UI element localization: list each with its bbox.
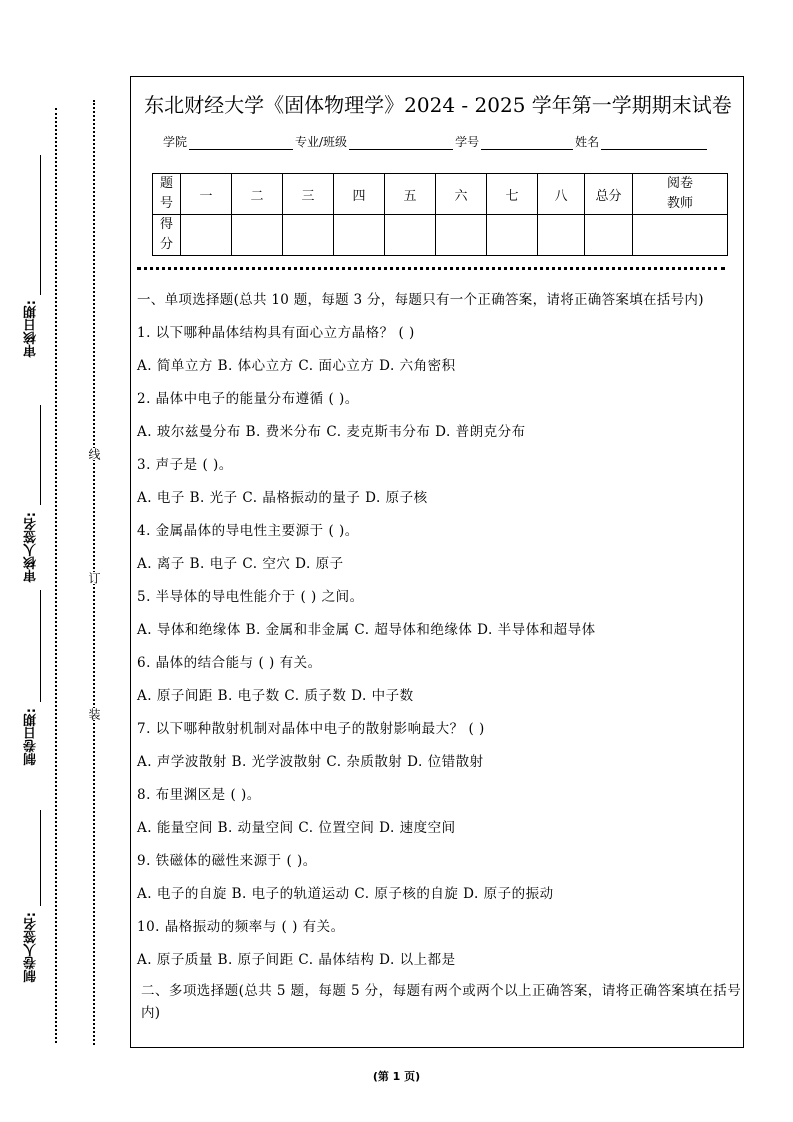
score-row-header-bottom: 分 — [159, 237, 173, 252]
question-9: 9. 铁磁体的磁性来源于 ( )。 — [137, 853, 317, 869]
question-6-options: A. 原子间距 B. 电子数 C. 质子数 D. 中子数 — [137, 688, 414, 704]
col-header-7: 七 — [487, 174, 538, 215]
question-1-options: A. 简单立方 B. 体心立方 C. 面心立方 D. 六角密积 — [137, 358, 456, 374]
name-label: 姓名 — [575, 135, 600, 149]
col-header-5: 五 — [385, 174, 436, 215]
score-row-header — [153, 215, 181, 256]
make-date-label: 制卷日期: — [24, 708, 39, 766]
col-header-1: 一 — [181, 174, 232, 215]
question-7-options: A. 声学波散射 B. 光学波散射 C. 杂质散射 D. 位错散射 — [137, 754, 484, 770]
score-cell-total[interactable] — [585, 215, 633, 256]
binding-char-line: 线 — [87, 448, 101, 460]
question-8-options: A. 能量空间 B. 动量空间 C. 位置空间 D. 速度空间 — [137, 820, 456, 836]
question-4-options: A. 离子 B. 电子 C. 空穴 D. 原子 — [137, 556, 344, 572]
exam-frame — [130, 76, 744, 1048]
col-header-8: 八 — [538, 174, 585, 215]
section1-heading: 一、单项选择题(总共 10 题，每题 3 分，每题只有一个正确答案，请将正确答案填在括号内) — [137, 292, 704, 308]
question-7: 7. 以下哪种散射机制对晶体中电子的散射影响最大？ ( ) — [137, 721, 485, 737]
major-label: 专业/班级 — [295, 135, 348, 149]
exam-content — [137, 289, 741, 1024]
score-cell-3[interactable] — [283, 215, 334, 256]
question-5: 5. 半导体的导电性能介于 ( ) 之间。 — [137, 589, 364, 605]
question-4: 4. 金属晶体的导电性主要源于 ( )。 — [137, 523, 359, 539]
student-id-field[interactable] — [481, 136, 573, 150]
major-field[interactable] — [349, 136, 453, 150]
question-10: 10. 晶格振动的频率与 ( ) 有关。 — [137, 919, 345, 935]
col-header-reviewer — [633, 174, 728, 215]
score-table-header-row — [153, 174, 728, 215]
score-header-cell — [153, 174, 181, 215]
student-id-label: 学号 — [455, 135, 480, 149]
question-1: 1. 以下哪种晶体结构具有面心立方晶格？ ( ) — [137, 325, 415, 341]
col-header-3: 三 — [283, 174, 334, 215]
college-label: 学院 — [163, 135, 188, 149]
reviewer-header-bottom: 教师 — [666, 196, 693, 211]
student-info-line — [163, 133, 709, 150]
review-date-line[interactable] — [40, 155, 41, 295]
college-field[interactable] — [189, 136, 293, 150]
reviewer-sign-label: 审核人签名: — [24, 512, 39, 583]
binding-char-ding: 订 — [87, 572, 101, 584]
score-table — [152, 173, 728, 256]
question-2: 2. 晶体中电子的能量分布遵循 ( )。 — [137, 391, 359, 407]
col-header-4: 四 — [334, 174, 385, 215]
score-cell-2[interactable] — [232, 215, 283, 256]
question-10-options: A. 原子质量 B. 原子间距 C. 晶体结构 D. 以上都是 — [137, 952, 456, 968]
section2-heading: 二、多项选择题(总共 5 题，每题 5 分，每题有两个或两个以上正确答案，请将正确答案填在括号内) — [141, 983, 741, 1021]
score-cell-4[interactable] — [334, 215, 385, 256]
score-row-header-top: 得 — [159, 217, 173, 232]
maker-sign-line[interactable] — [40, 810, 41, 906]
binding-char-zhuang: 装 — [87, 708, 101, 720]
question-5-options: A. 导体和绝缘体 B. 金属和非金属 C. 超导体和绝缘体 D. 半导体和超导体 — [137, 622, 596, 638]
question-2-options: A. 玻尔兹曼分布 B. 费米分布 C. 麦克斯韦分布 D. 普朗克分布 — [137, 424, 526, 440]
reviewer-header-top: 阅卷 — [666, 176, 693, 191]
score-cell-1[interactable] — [181, 215, 232, 256]
score-cell-6[interactable] — [436, 215, 487, 256]
col-header-total: 总分 — [585, 174, 633, 215]
score-cell-8[interactable] — [538, 215, 585, 256]
score-cell-7[interactable] — [487, 215, 538, 256]
score-table-score-row — [153, 215, 728, 256]
separator-dots — [137, 267, 725, 270]
reviewer-sign-line[interactable] — [40, 405, 41, 505]
question-9-options: A. 电子的自旋 B. 电子的轨道运动 C. 原子核的自旋 D. 原子的振动 — [137, 886, 554, 902]
col-header-6: 六 — [436, 174, 487, 215]
score-cell-5[interactable] — [385, 215, 436, 256]
maker-sign-label: 制卷人签名: — [24, 912, 39, 983]
question-3-options: A. 电子 B. 光子 C. 晶格振动的量子 D. 原子核 — [137, 490, 428, 506]
question-6: 6. 晶体的结合能与 ( ) 有关。 — [137, 655, 322, 671]
review-date-label: 审核日期: — [24, 300, 39, 358]
question-3: 3. 声子是 ( )。 — [137, 457, 233, 473]
name-field[interactable] — [601, 136, 707, 150]
make-date-line[interactable] — [40, 590, 41, 702]
binding-dotted-line-outer — [55, 108, 57, 1043]
score-header-bottom: 号 — [159, 196, 173, 211]
score-header-top: 题 — [159, 176, 173, 191]
exam-title: 东北财经大学《固体物理学》2024 - 2025 学年第一学期期末试卷 — [144, 93, 732, 117]
col-header-2: 二 — [232, 174, 283, 215]
page-number: (第 1 页) — [372, 1070, 421, 1083]
score-cell-reviewer[interactable] — [633, 215, 728, 256]
question-8: 8. 布里渊区是 ( )。 — [137, 787, 261, 803]
